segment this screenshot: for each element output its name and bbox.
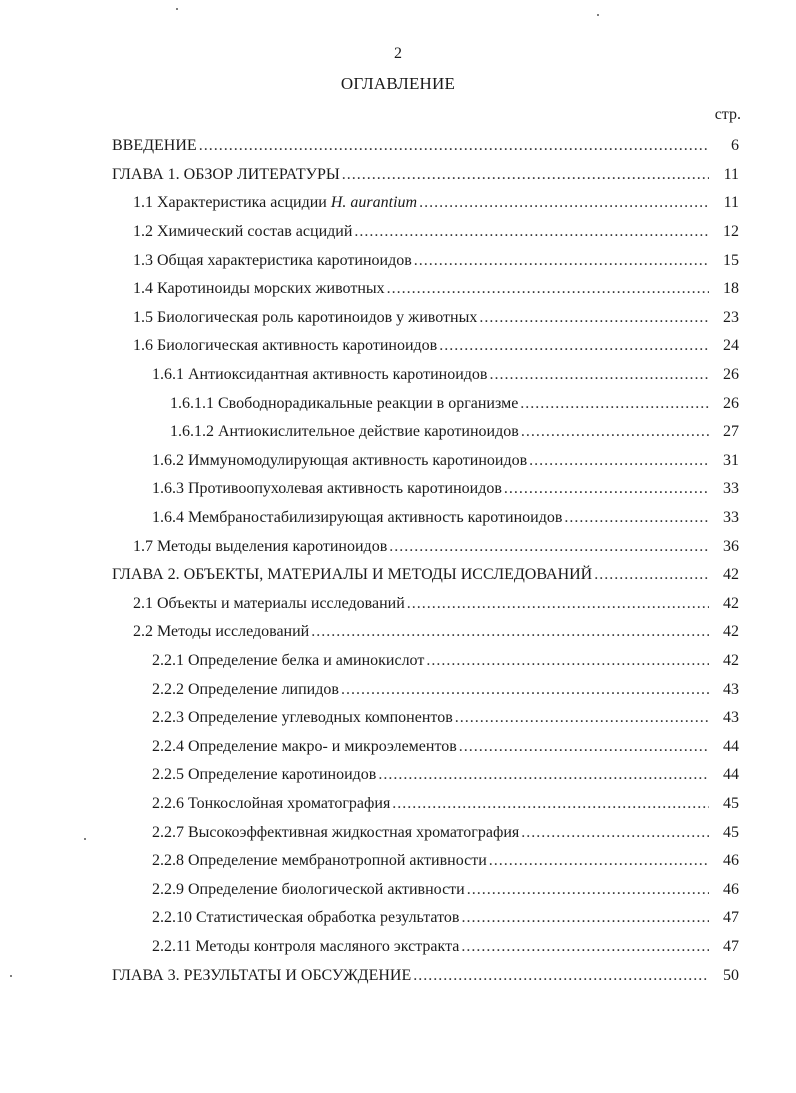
toc-entry-title xyxy=(112,566,594,584)
toc-entry xyxy=(0,504,796,533)
toc-entry-title xyxy=(133,623,311,641)
dot-leader xyxy=(520,395,709,413)
toc-entry xyxy=(0,561,796,590)
toc-entry-page: 47 xyxy=(723,909,739,927)
toc-entry-text: ГЛАВА 1. ОБЗОР ЛИТЕРАТУРЫ xyxy=(112,165,340,183)
toc-entry-text: 2.2.11 Методы контроля масляного экстракта xyxy=(152,937,460,955)
toc-entry-page: 33 xyxy=(723,509,739,527)
toc-entry-page: 42 xyxy=(723,594,739,612)
toc-entry-text: 1.6.2 Иммуномодулирующая активность каротиноидов xyxy=(152,451,528,469)
dot-leader xyxy=(521,423,709,441)
toc-entry-title xyxy=(152,681,341,699)
toc-entry xyxy=(0,933,796,962)
toc-entry-title xyxy=(152,480,504,498)
toc-entry-text: 1.6.3 Противоопухолевая активность каротиноидов xyxy=(152,480,502,498)
toc-entry xyxy=(0,189,796,218)
toc-entry-text: 1.7 Методы выделения каротиноидов xyxy=(133,537,388,555)
toc-entry xyxy=(0,161,796,190)
toc-entry xyxy=(0,361,796,390)
toc-entry xyxy=(0,675,796,704)
toc-entry-title xyxy=(170,395,520,413)
toc-entry-title xyxy=(152,881,467,899)
toc-entry-page: 15 xyxy=(723,251,739,269)
toc-entry-page: 50 xyxy=(723,966,739,984)
toc-entry xyxy=(0,246,796,275)
toc-entry-title xyxy=(152,824,521,842)
toc-entry-page: 26 xyxy=(723,394,739,412)
dot-leader xyxy=(341,681,709,699)
dot-leader xyxy=(387,280,709,298)
toc-entry-page: 31 xyxy=(723,451,739,469)
toc-entry-page: 12 xyxy=(723,223,739,241)
toc-entry-text: 1.3 Общая характеристика каротиноидов xyxy=(133,251,412,269)
dot-leader xyxy=(342,166,709,184)
toc-entry xyxy=(0,618,796,647)
toc-entry-page: 43 xyxy=(723,709,739,727)
toc-entry xyxy=(0,647,796,676)
toc-entry-text: 2.2 Методы исследований xyxy=(133,623,310,641)
toc-entry-text: 1.2 Химический состав асцидий xyxy=(133,223,353,241)
toc-entry-page: 27 xyxy=(723,423,739,441)
toc-entry-title xyxy=(133,595,407,613)
toc-entry-page: 24 xyxy=(723,337,739,355)
toc-entry-text: 1.1 Характеристика асцидии xyxy=(133,194,331,212)
toc-entry-title xyxy=(133,252,414,270)
toc-entry-page: 11 xyxy=(723,194,739,212)
toc-entry-title xyxy=(152,452,529,470)
dot-leader xyxy=(479,309,709,327)
dot-leader xyxy=(529,452,709,470)
toc-entry-text: 2.2.5 Определение каротиноидов xyxy=(152,766,377,784)
dot-leader xyxy=(461,938,709,956)
toc-entry-text: ГЛАВА 3. РЕЗУЛЬТАТЫ И ОБСУЖДЕНИЕ xyxy=(112,966,412,984)
toc-entry xyxy=(0,132,796,161)
toc-entry xyxy=(0,475,796,504)
toc-entry xyxy=(0,275,796,304)
toc-entry-page: 23 xyxy=(723,308,739,326)
scan-speck xyxy=(10,975,12,977)
toc-entry xyxy=(0,961,796,990)
toc-entry-title xyxy=(112,166,342,184)
toc-entry-page: 45 xyxy=(723,794,739,812)
toc-entry-page: 42 xyxy=(723,623,739,641)
dot-leader xyxy=(311,623,709,641)
toc-entry-text: 1.6 Биологическая активность каротиноидов xyxy=(133,337,438,355)
toc-entry-page: 6 xyxy=(731,137,739,155)
toc-entry-title xyxy=(133,337,439,355)
toc-entry-title xyxy=(152,852,489,870)
toc-entry-page: 44 xyxy=(723,766,739,784)
toc-entry-text: 2.1 Объекты и материалы исследований xyxy=(133,594,405,612)
toc-entry-title xyxy=(133,223,354,241)
toc-entry-title xyxy=(152,738,459,756)
dot-leader xyxy=(439,337,709,355)
toc-entry xyxy=(0,875,796,904)
dot-leader xyxy=(354,223,709,241)
toc-entry xyxy=(0,790,796,819)
dot-leader xyxy=(414,252,709,270)
dot-leader xyxy=(389,538,709,556)
toc-entry-text: 2.2.9 Определение биологической активности xyxy=(152,880,465,898)
toc-entry xyxy=(0,218,796,247)
toc-entry-page: 46 xyxy=(723,880,739,898)
toc-entry-title xyxy=(152,766,378,784)
toc-entry-text: 2.2.2 Определение липидов xyxy=(152,680,339,698)
toc-entry xyxy=(0,332,796,361)
toc-entry xyxy=(0,447,796,476)
toc-entry-text: 2.2.1 Определение белка и аминокислот xyxy=(152,651,425,669)
scan-speck xyxy=(84,838,86,840)
toc-entry-title xyxy=(133,538,389,556)
toc-entry xyxy=(0,532,796,561)
toc-entry-text: 2.2.7 Высокоэффективная жидкостная хроматография xyxy=(152,823,520,841)
toc-entry-title xyxy=(152,709,455,727)
toc-entry-title xyxy=(152,795,392,813)
toc-entry-title xyxy=(112,137,199,155)
toc-entry-text: 2.2.3 Определение углеводных компонентов xyxy=(152,709,453,727)
toc-entry-text: ГЛАВА 2. ОБЪЕКТЫ, МАТЕРИАЛЫ И МЕТОДЫ ИССЛЕДОВАНИЙ xyxy=(112,566,593,584)
toc-entry-page: 33 xyxy=(723,480,739,498)
toc-entry-text: 1.6.1.1 Свободнорадикальные реакции в организме xyxy=(170,394,519,412)
scan-speck xyxy=(176,8,178,10)
toc-entry xyxy=(0,590,796,619)
toc-entry-page: 42 xyxy=(723,651,739,669)
toc-entry-page: 47 xyxy=(723,937,739,955)
toc-entry-page: 26 xyxy=(723,366,739,384)
toc-entry-text: 1.6.1 Антиоксидантная активность каротиноидов xyxy=(152,366,488,384)
dot-leader xyxy=(489,852,709,870)
toc-entry xyxy=(0,304,796,333)
dot-leader xyxy=(426,652,709,670)
toc-entry-page: 45 xyxy=(723,823,739,841)
toc-entry-title xyxy=(152,909,461,927)
dot-leader xyxy=(455,709,709,727)
toc-entry-page: 11 xyxy=(723,165,739,183)
page-number: 2 xyxy=(394,45,402,62)
toc-entry-title xyxy=(152,366,489,384)
toc-entry-page: 43 xyxy=(723,680,739,698)
toc-entry-title xyxy=(152,938,461,956)
toc-entry-italic-text: H. aurantium xyxy=(330,194,418,212)
toc-entry-text: 1.5 Биологическая роль каротиноидов у животных xyxy=(133,308,478,326)
toc-entry-text: 2.2.6 Тонкослойная хроматография xyxy=(152,794,391,812)
toc-entry-text: 1.4 Каротиноиды морских животных xyxy=(133,280,385,298)
toc-entry-title xyxy=(152,652,426,670)
scan-speck xyxy=(597,14,599,16)
dot-leader xyxy=(461,909,709,927)
toc-entry xyxy=(0,704,796,733)
toc-entry-title xyxy=(152,509,564,527)
toc-entry-page: 18 xyxy=(723,280,739,298)
toc-entry-title xyxy=(112,967,413,985)
toc-entry-page: 42 xyxy=(723,566,739,584)
dot-leader xyxy=(378,766,709,784)
toc-entry xyxy=(0,389,796,418)
dot-leader xyxy=(564,509,709,527)
dot-leader xyxy=(199,137,709,155)
toc-entry xyxy=(0,761,796,790)
toc-entry-text: 1.6.4 Мембраностабилизирующая активность каротиноидов xyxy=(152,509,563,527)
dot-leader xyxy=(594,566,709,584)
page-column-label: стр. xyxy=(714,106,741,123)
dot-leader xyxy=(413,967,709,985)
table-of-contents xyxy=(0,132,796,990)
toc-entry-page: 44 xyxy=(723,737,739,755)
toc-entry-text: 2.2.8 Определение мембранотропной активности xyxy=(152,852,487,870)
toc-entry xyxy=(0,732,796,761)
toc-entry-text: 2.2.10 Статистическая обработка результатов xyxy=(152,909,460,927)
dot-leader xyxy=(521,824,709,842)
toc-entry xyxy=(0,847,796,876)
toc-entry-title xyxy=(133,194,419,212)
toc-entry-title xyxy=(133,309,479,327)
dot-leader xyxy=(419,194,709,212)
toc-entry xyxy=(0,418,796,447)
toc-entry-page: 46 xyxy=(723,852,739,870)
toc-entry-title xyxy=(170,423,521,441)
toc-entry-text: ВВЕДЕНИЕ xyxy=(112,137,197,155)
dot-leader xyxy=(489,366,709,384)
dot-leader xyxy=(407,595,709,613)
dot-leader xyxy=(467,881,709,899)
page-title: ОГЛАВЛЕНИЕ xyxy=(340,74,456,93)
toc-entry xyxy=(0,818,796,847)
toc-entry xyxy=(0,904,796,933)
dot-leader xyxy=(459,738,709,756)
toc-entry-text: 1.6.1.2 Антиокислительное действие каротиноидов xyxy=(170,423,519,441)
toc-entry-text: 2.2.4 Определение макро- и микроэлементов xyxy=(152,737,457,755)
dot-leader xyxy=(392,795,709,813)
toc-entry-title xyxy=(133,280,387,298)
dot-leader xyxy=(504,480,709,498)
toc-entry-page: 36 xyxy=(723,537,739,555)
